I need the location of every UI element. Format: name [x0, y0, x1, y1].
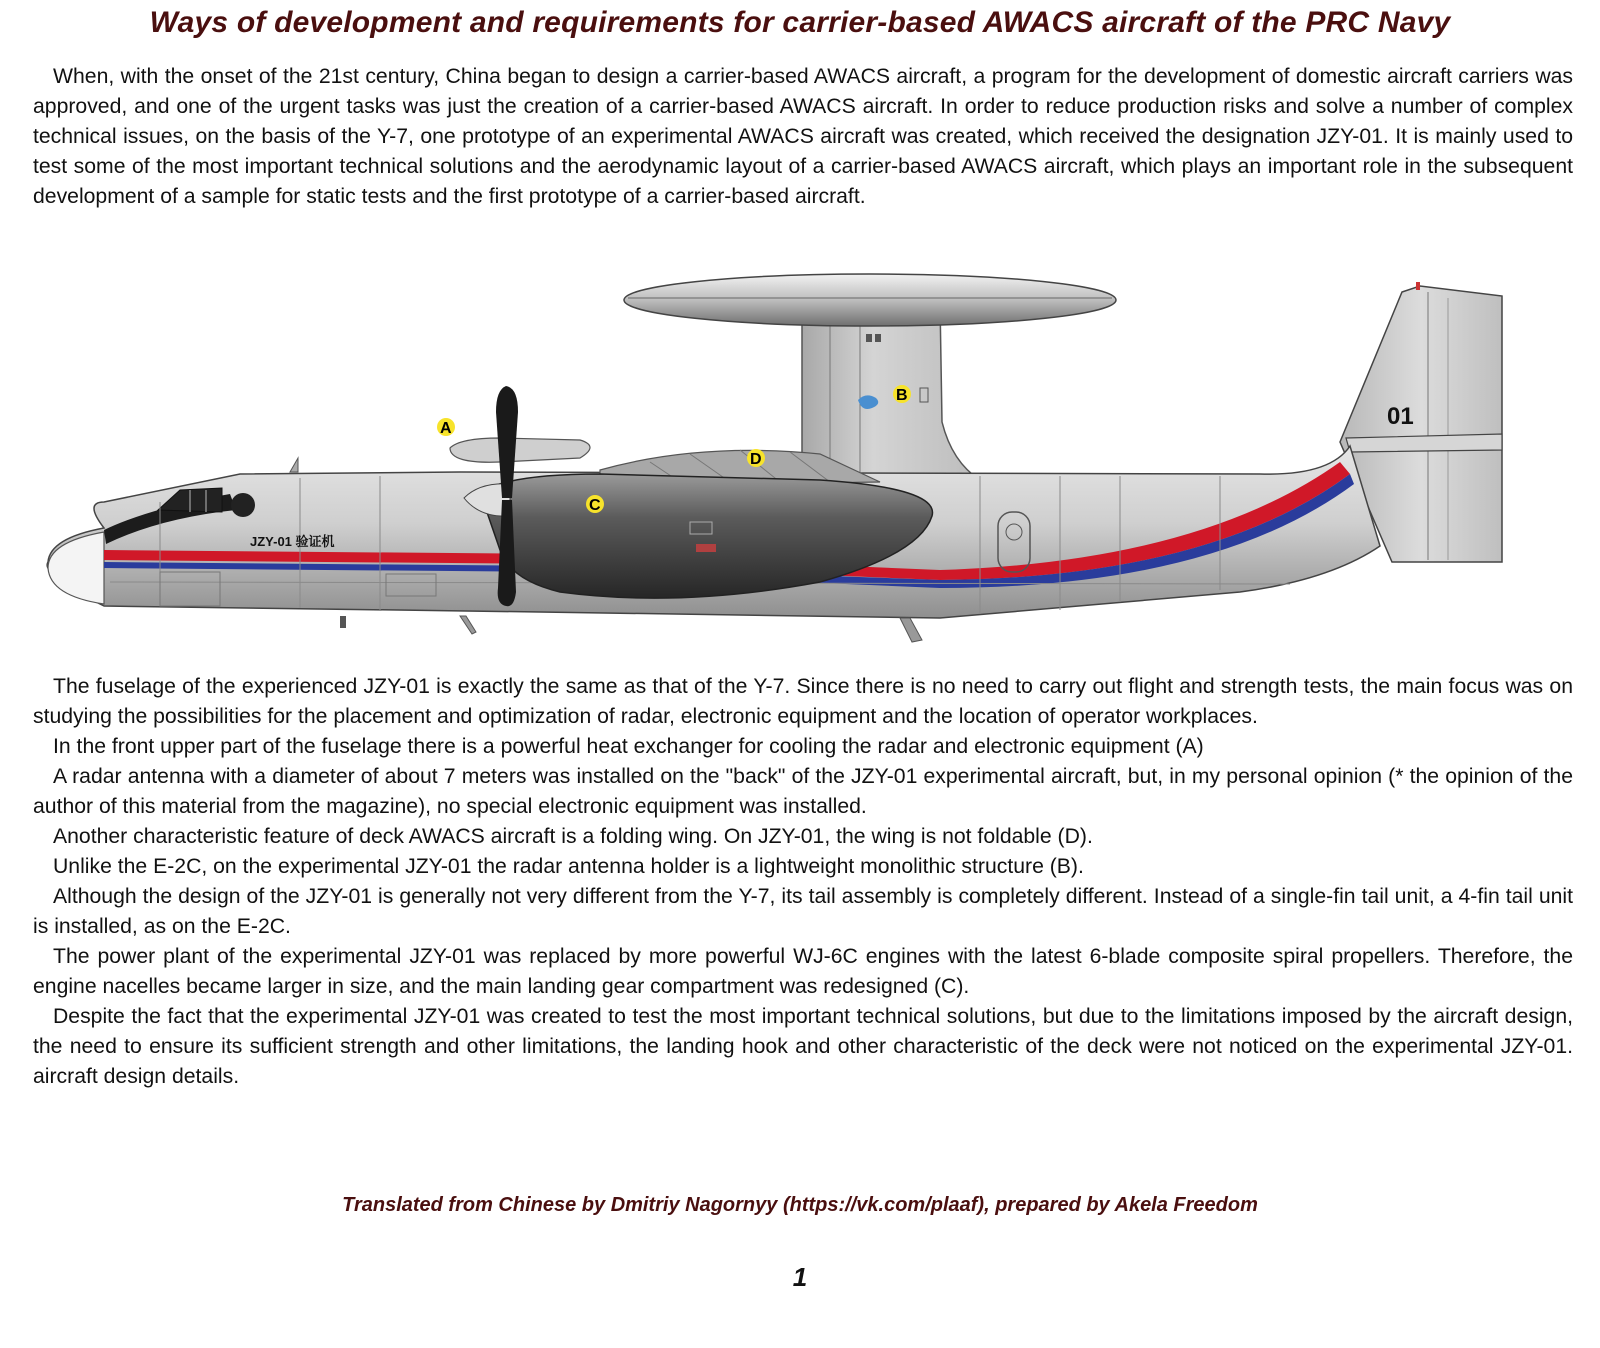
body-paragraph: The fuselage of the experienced JZY-01 is exactly the same as that of the Y-7. Since there is no need to carry out flight and strength tests, the main focus was on studying the possibilities for the placement and optimization of radar, electronic equipment and the location of operator workplaces.: [33, 675, 1573, 728]
body-paragraph: In the front upper part of the fuselage there is a powerful heat exchanger for cooling the radar and electronic equipment (A): [53, 735, 1204, 758]
tail-number: 01: [1387, 403, 1414, 430]
intro-paragraph: When, with the onset of the 21st century, China began to design a carrier-based AWACS aircraft, a program for the development of domestic aircraft carriers was approved, and one of the urgent tasks was just the creation of a carrier-based AWACS aircraft. In order to reduce production risks and solve a number of complex technical issues, on the basis of the Y-7, one prototype of an experimental AWACS aircraft was created, which received the designation JZY-01. It is mainly used to test some of the most important technical solutions and the aerodynamic layout of a carrier-based AWACS aircraft, which plays an important role in the subsequent development of a sample for static tests and the first prototype of a carrier-based aircraft.: [33, 65, 1573, 208]
body-paragraph: A radar antenna with a diameter of about 7 meters was installed on the "back" of the JZY-01 experimental aircraft, but, in my personal opinion (* the opinion of the author of this material from the magazine), no special electronic equipment was installed.: [33, 765, 1573, 818]
svg-text:A: A: [440, 420, 452, 437]
page-title: Ways of development and requirements for carrier-based AWACS aircraft of the PRC Navy: [149, 6, 1451, 39]
body-paragraph: Unlike the E-2C, on the experimental JZY-01 the radar antenna holder is a lightweight monolithic structure (B).: [53, 855, 1084, 878]
svg-text:B: B: [896, 387, 908, 404]
radar-dish: [624, 274, 1116, 326]
fuselage-marking: JZY-01 验证机: [250, 534, 335, 549]
page-number: 1: [792, 1262, 808, 1292]
aircraft-illustration: [40, 262, 1560, 662]
body-paragraph: The power plant of the experimental JZY-01 was replaced by more powerful WJ-6C engines with the latest 6-blade composite spiral propellers. Therefore, the engine nacelles became larger in size, and the main landing gear compartment was redesigned (C).: [33, 945, 1573, 998]
radar-pylon: [802, 302, 980, 482]
body-paragraph: Although the design of the JZY-01 is generally not very different from the Y-7, its tail assembly is completely different. Instead of a single-fin tail unit, a 4-fin tail unit is installed, as on the E-2C.: [33, 885, 1573, 938]
svg-text:C: C: [589, 497, 601, 514]
callout-a: [437, 418, 455, 437]
intro-section: [33, 62, 1573, 212]
translation-credit: Translated from Chinese by Dmitriy Nagornyy (https://vk.com/plaaf), prepared by Akela Freedom: [342, 1194, 1258, 1216]
svg-text:D: D: [750, 451, 762, 468]
heat-exchanger: [450, 438, 590, 462]
body-section: [33, 672, 1573, 1092]
nose-radome: [48, 532, 104, 604]
body-paragraph: Despite the fact that the experimental JZY-01 was created to test the most important technical solutions, but due to the limitations imposed by the aircraft design, the need to ensure its sufficient strength and other limitations, the landing hook and other characteristic of the deck were not noticed on the experimental JZY-01. aircraft design details.: [33, 1005, 1573, 1088]
body-paragraph: Another characteristic feature of deck AWACS aircraft is a folding wing. On JZY-01, the wing is not foldable (D).: [53, 825, 1093, 848]
aircraft-side-view-drawing: [40, 262, 1560, 662]
